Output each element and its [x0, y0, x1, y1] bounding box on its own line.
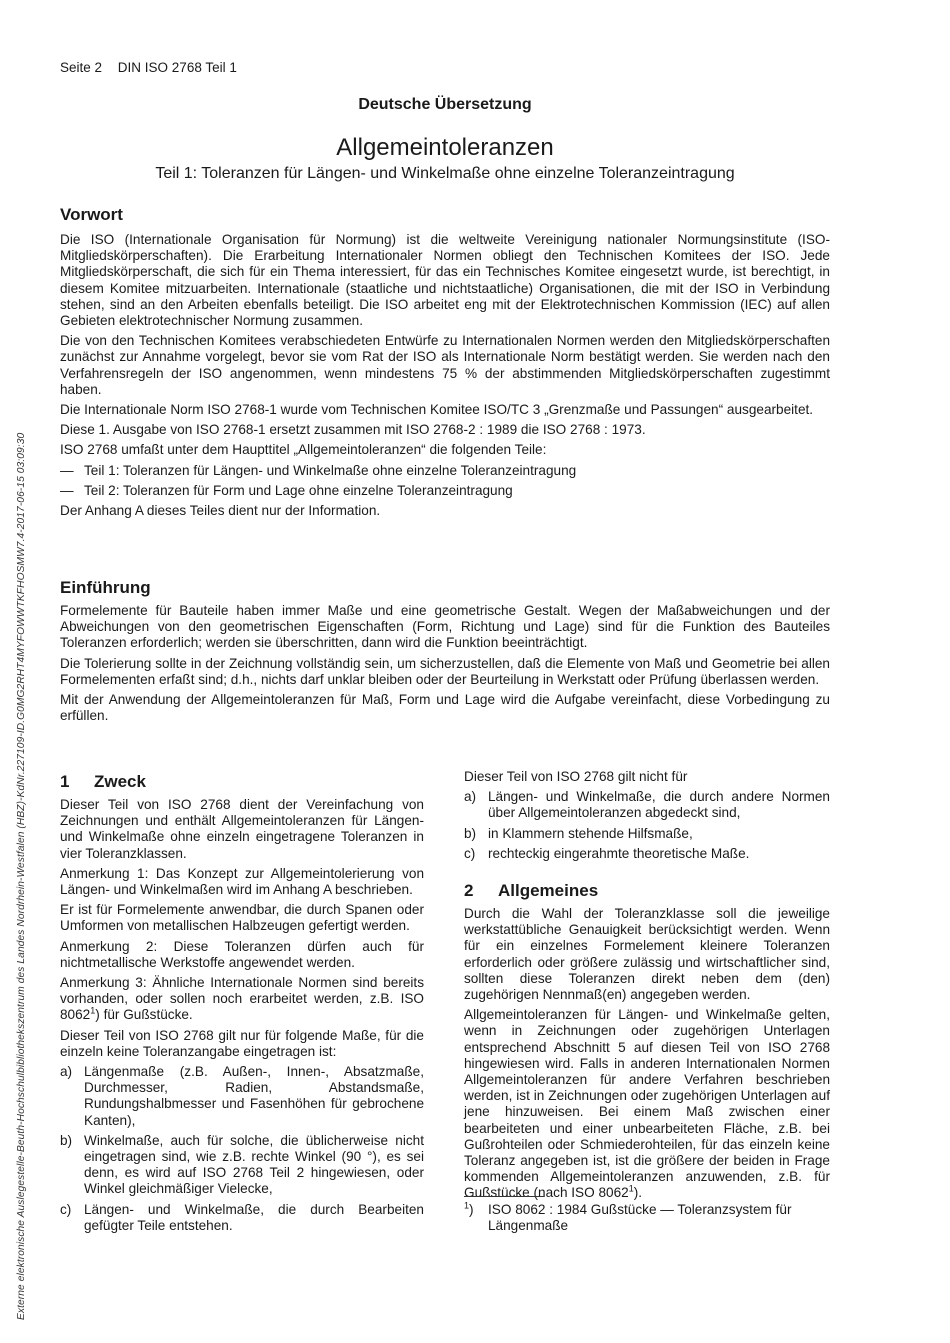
list-item	[60, 483, 830, 499]
vorwort-paragraph: Die von den Technischen Komitees verabschiedeten Entwürfe zu Internationalen Normen werden den Mitgliedskörperschaften zunächst zur Annahme vorgelegt, bevor sie vom Rat der ISO als Internationale Norm bestätigt werden. Sie werden nach den Verfahrensregeln der ISO angenommen, wenn mindestens 75 % der abstimmenden Mitgliedskörperschaften zugestimmt haben.	[60, 333, 830, 397]
list-item-text: Teil 1: Toleranzen für Längen- und Winkelmaße ohne einzelne Toleranzeintragung	[84, 462, 577, 478]
zweck-section	[60, 797, 424, 1238]
list-item-text: Längen- und Winkelmaße, die durch Bearbeiten gefügter Teile entstehen.	[84, 1201, 424, 1233]
scope-intro: Dieser Teil von ISO 2768 gilt nicht für	[464, 769, 688, 784]
vorwort-paragraph: Diese 1. Ausgabe von ISO 2768-1 ersetzt zusammen mit ISO 2768-2 : 1989 die ISO 2768 : 1973.	[60, 422, 646, 438]
einfuehrung-section	[60, 603, 830, 728]
note	[60, 866, 424, 898]
list-item	[464, 789, 830, 821]
einfuehrung-heading: Einführung	[60, 578, 151, 597]
zweck-paragraph: Dieser Teil von ISO 2768 gilt nur für folgende Maße, für die einzeln keine Toleranzangabe eingetragen ist:	[60, 1027, 424, 1059]
footnote-reference: 1	[628, 1183, 634, 1194]
document-id: DIN ISO 2768 Teil 1	[117, 60, 237, 75]
einfuehrung-paragraph: Die Tolerierung sollte in der Zeichnung vollständig sein, um sicherzustellen, daß die Elemente von Maß und Geometrie bei allen Formelementen erfaßt sind; d.h., nichts darf unklar bleiben oder der Beurteilung in Werkstatt oder Prüfung überlassen werden.	[60, 655, 830, 687]
allgemeines-paragraph: Allgemeintoleranzen für Längen- und Winkelmaße gelten, wenn in Zeichnungen oder zugehörigen Unterlagen entsprechend Abschnitt 5 auf diesen Teil von ISO 2768 hingewiesen wird. Falls in anderen Internationalen Normen Allgemeintoleranzen für andere Verfahren beschrieben werden, ist in Zeichnungen oder zugehörigen Unterlagen auf jene hinzuweisen. Bei einem Maß zwischen einer bearbeiteten und einer unbearbeiteten Fläche, z.B. bei Gußrohteilen oder Schmiederohteilen, für das einzeln keine Toleranz angegeben ist, ist die größere der beiden in Frage kommenden Allgemeintoleranzen anzuwenden, z.B. für Gußstücke (nach ISO 8062$^1$).	[464, 1007, 830, 1201]
scope-exclusions	[464, 769, 830, 866]
list-marker: a)	[464, 789, 477, 805]
note-text: Ähnliche Internationale Normen sind bereits vorhanden, oder sollen noch erarbeitet werden, z.B. ISO 8062$^1$) für Gußstücke.	[60, 975, 424, 1023]
list-marker: b)	[464, 825, 477, 841]
footnote-reference: 1	[90, 1005, 96, 1016]
vorwort-paragraph: ISO 2768 umfaßt unter dem Haupttitel „Allgemeintoleranzen“ die folgenden Teile:	[60, 442, 547, 458]
zweck-heading	[60, 772, 146, 792]
section-title: Zweck	[94, 772, 146, 791]
section-title: Allgemeines	[498, 881, 599, 900]
einfuehrung-paragraph: Mit der Anwendung der Allgemeintoleranzen für Maß, Form und Lage wird die Aufgabe vereinfacht, diese Vorbedingung zu erfüllen.	[60, 692, 830, 724]
list-marker: a)	[60, 1064, 73, 1080]
note	[60, 939, 424, 971]
list-item	[464, 826, 830, 842]
list-item	[60, 463, 830, 479]
page-header	[60, 60, 249, 75]
vorwort-section	[60, 232, 830, 523]
document-title: Allgemeintoleranzen	[336, 134, 554, 161]
list-item-text: Teil 2: Toleranzen für Form und Lage ohne einzelne Toleranzeintragung	[84, 482, 513, 498]
zweck-paragraph: Er ist für Formelemente anwendbar, die durch Spanen oder Umformen von metallischen Halbzeugen gefertigt werden.	[60, 902, 424, 934]
note-label: Anmerkung 3:	[60, 975, 147, 991]
footnote-marker: $^1$)	[464, 1200, 474, 1217]
vorwort-paragraph: Die Internationale Norm ISO 2768-1 wurde vom Technischen Komitee ISO/TC 3 „Grenzmaße und Passungen“ ausgearbeitet.	[60, 402, 814, 418]
vorwort-paragraph: Die ISO (Internationale Organisation für Normung) ist die weltweite Vereinigung nationaler Normungsinstitute (ISO-Mitgliedskörperschaften). Die Erarbeitung Internationaler Normen obliegt den Technischen Komitees der ISO. Jede Mitgliedskörperschaft, die sich für ein Thema interessiert, für das ein Technisches Komitee eingesetzt wurde, ist berechtigt, in diesem Komitee mitzuarbeiten. Internationale (staatliche und nichtstaatliche) Organisationen, die mit der ISO in Verbindung stehen, sind an den Arbeiten ebenfalls beteiligt. Die ISO arbeitet eng mit der Elektrotechnischen Kommission (IEC) auf allen Gebieten elektrotechnischer Normung zusammen.	[60, 232, 830, 329]
vertical-side-note: Externe elektronische Auslegestelle-Beuth-Hochschulbibliothekszentrum des Landes Nordrhein-Westfalen (HBZ)-KdNr.227109-ID.G0MG2RHT4MYFOWWTKFHOSMW7.4-2017-06-15 03:09:30	[16, 432, 27, 1320]
note-label: Anmerkung 2:	[60, 938, 158, 954]
list-item-text: Längen- und Winkelmaße, die durch andere Normen über Allgemeintoleranzen abgedeckt sind,	[488, 789, 830, 821]
document-subtitle: Teil 1: Toleranzen für Längen- und Winkelmaße ohne einzelne Toleranzeintragung	[155, 165, 735, 182]
translation-overline: Deutsche Übersetzung	[358, 96, 532, 113]
list-marker: c)	[464, 845, 476, 861]
dash-marker: —	[60, 462, 74, 478]
footnote-text: ISO 8062 : 1984 Gußstücke — Toleranzsystem für Längenmaße	[488, 1202, 792, 1234]
einfuehrung-paragraph: Formelemente für Bauteile haben immer Maße und eine geometrische Gestalt. Wegen der Maßabweichungen und der Abweichungen von den geometrischen Eigenschaften (Form, Richtung und Lage) sind für die Funktion des Bauteiles Toleranzen erforderlich; werden sie überschritten, dann wird die Funktion beeinträchtigt.	[60, 603, 830, 651]
list-item	[464, 846, 830, 862]
list-item-text: rechteckig eingerahmte theoretische Maße.	[488, 845, 750, 861]
vorwort-paragraph: Der Anhang A dieses Teiles dient nur der Information.	[60, 503, 381, 519]
page-number: Seite 2	[60, 60, 103, 75]
list-marker: b)	[60, 1132, 73, 1148]
list-item-text: Winkelmaße, auch für solche, die üblicherweise nicht eingetragen sind, wie z.B. rechte Winkel (90 °), es sei denn, es wird auf ISO 2768 Teil 2 hingewiesen, oder Winkel gleichmäßiger Vielecke,	[84, 1132, 424, 1197]
list-item	[60, 1064, 424, 1129]
allgemeines-heading	[464, 881, 598, 901]
list-item	[60, 1202, 424, 1234]
note-text: Das Konzept zur Allgemeintolerierung von Längen- und Winkelmaßen wird im Anhang A beschrieben.	[60, 865, 425, 898]
footnote-divider	[464, 1196, 544, 1197]
list-item-text: in Klammern stehende Hilfsmaße,	[488, 825, 693, 841]
zweck-paragraph: Dieser Teil von ISO 2768 dient der Vereinfachung von Zeichnungen und enthält Allgemeintoleranzen für Längen- und Winkelmaße ohne einzeln eingetragene Toleranzen in vier Toleranzklassen.	[60, 797, 424, 861]
section-number: 2	[464, 881, 474, 900]
note	[60, 975, 424, 1024]
list-item	[60, 1133, 424, 1198]
allgemeines-section	[464, 906, 830, 1206]
list-item-text: Längenmaße (z.B. Außen-, Innen-, Absatzmaße, Durchmesser, Radien, Abstandsmaße, Rundungshalbmesser und Fasenhöhen für gebrochene Kanten),	[84, 1064, 424, 1128]
dash-marker: —	[60, 482, 74, 498]
note-text: Diese Toleranzen dürfen auch für nichtmetallische Werkstoffe angewendet werden.	[60, 938, 424, 970]
section-number: 1	[60, 772, 70, 791]
note-label: Anmerkung 1:	[60, 865, 149, 881]
allgemeines-paragraph: Durch die Wahl der Toleranzklasse soll die jeweilige werkstattübliche Genauigkeit berücksichtigt werden. Wenn für ein einzelnes Formelement kleinere Toleranzen erforderlich oder größere zulässig und wirtschaftlicher sind, sollten diese Toleranzen direkt neben dem (den) zugehörigen Nennmaß(en) angegeben werden.	[464, 906, 830, 1003]
vorwort-heading: Vorwort	[60, 205, 123, 224]
list-marker: c)	[60, 1201, 72, 1217]
footnote	[464, 1202, 830, 1234]
